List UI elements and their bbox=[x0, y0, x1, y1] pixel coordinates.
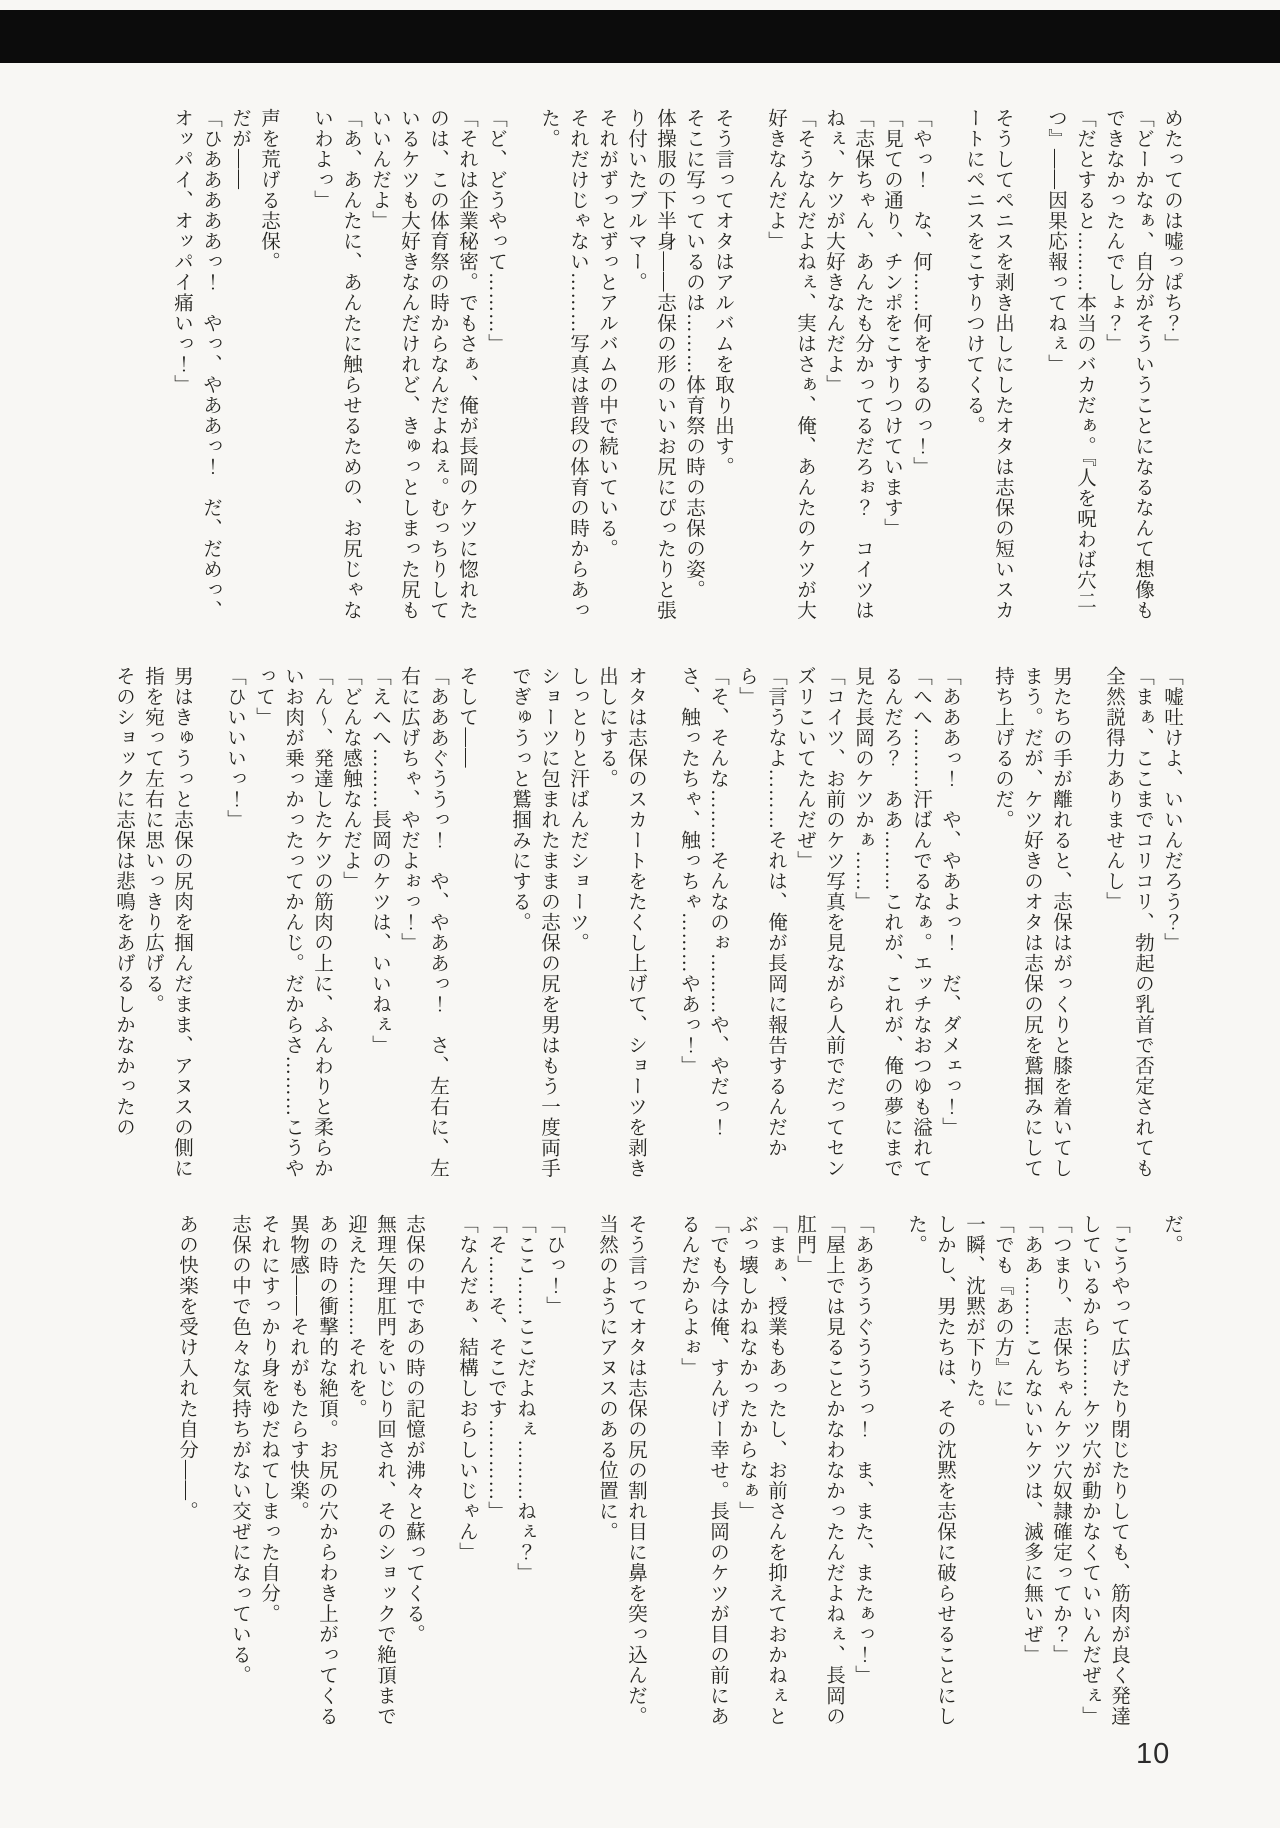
text-column-paragraph: 「あ、あんたに、あんたに触らせるための、お尻じゃないわよっ」 bbox=[311, 108, 361, 621]
text-column-paragraph: 「ああううぐうううっ！ ま、また、またぁっ！」 bbox=[852, 1214, 873, 1686]
text-column-paragraph: 無理矢理肛門をいじり回され、そのショックで絶頂まで迎えた………それを。 bbox=[345, 1214, 395, 1727]
text-column-paragraph: 「見ての通り、チンポをこすりつけています」 bbox=[881, 108, 902, 539]
text-band-top bbox=[98, 108, 1186, 630]
text-column-paragraph: しかし、男たちは、その沈黙を志保に破らせることにした。 bbox=[905, 1214, 955, 1727]
text-column-paragraph: 「でも『あの方』に」 bbox=[992, 1214, 1013, 1419]
text-column-paragraph: それだけじゃない………写真は普段の体育の時からあった。 bbox=[538, 108, 588, 621]
text-column-paragraph: 「コイツ、お前のケツ写真を見ながら人前でだってセンズリこいてたんだぜ」 bbox=[794, 666, 844, 1179]
text-column-paragraph: 「そ、そんな………そんなのぉ………や、やだっ！ さ、触ったちゃ、触っちゃ………やあっ！」 bbox=[678, 666, 728, 1158]
text-column-paragraph: 「まぁ、ここまでコリコリ、勃起の乳首で否定されても全然説得力ありませんし」 bbox=[1103, 666, 1153, 1179]
text-column-paragraph: 「ん～、発達したケツの筋肉の上に、ふんわりと柔らかいお肉が乗っかったってかんじ。だからさ………こうやって」 bbox=[253, 666, 332, 1179]
text-column-paragraph: 「ひあああああっ！ やっ、やああっ！ だ、だめっ、オッパイ、オッパイ痛いっ！」 bbox=[171, 108, 221, 621]
text-column-paragraph: 「やっ！ な、何……何をするのっ！」 bbox=[910, 108, 931, 477]
text-column-paragraph: 「ここ……ここだよねぇ………ねぇ？」 bbox=[514, 1214, 535, 1583]
text-column-paragraph: 「えへへ………長岡のケツは、いいねぇ」 bbox=[369, 666, 390, 1056]
text-column-paragraph: 「そ……そ、そこです…………」 bbox=[485, 1214, 506, 1522]
page-header-bar bbox=[0, 10, 1280, 63]
text-column-paragraph: そのショックに志保は悲鳴をあげるしかなかったの bbox=[113, 666, 134, 1138]
text-column-paragraph: 「でも今は俺、すんげー幸せ。長岡のケツが目の前にあるんだからよぉ」 bbox=[678, 1214, 728, 1727]
text-column-paragraph: 「志保ちゃん、あんたも分かってるだろぉ？ コイツはねぇ、ケツが大好きなんだよ」 bbox=[823, 108, 873, 621]
text-column-paragraph: しっとりと汗ばんだショーツ。 bbox=[567, 666, 588, 953]
text-column-paragraph: 「だとすると………本当のバカだぁ。『人を呪わば穴二つ』――因果応報ってねぇ」 bbox=[1045, 108, 1095, 611]
text-column-paragraph: 「ひっ！」 bbox=[543, 1214, 564, 1317]
text-column-paragraph: そう言ってオタは志保の尻の割れ目に鼻を突っ込んだ。当然のようにアヌスのある位置に。 bbox=[596, 1214, 646, 1727]
text-column-paragraph: そこに写っているのは………体育祭の時の志保の姿。 bbox=[683, 108, 704, 600]
text-band-bottom bbox=[98, 1214, 1186, 1736]
text-column-paragraph: オタは志保のスカートをたくし上げて、ショーツを剥き出しにする。 bbox=[596, 666, 646, 1179]
text-column-paragraph: そして―― bbox=[456, 666, 477, 769]
text-column-paragraph: それがずっとずっとアルバムの中で続いている。 bbox=[596, 108, 617, 559]
text-column-paragraph: めたってのは嘘っぱち？」 bbox=[1161, 108, 1182, 354]
text-column-paragraph: ショーツに包まれたままの志保の尻を男はもう一度両手でぎゅうっと鷲掴みにする。 bbox=[509, 666, 559, 1179]
text-band-middle bbox=[98, 666, 1186, 1188]
text-column-paragraph: 「ああ………こんないいケツは、滅多に無いぜ」 bbox=[1021, 1214, 1042, 1665]
text-column-paragraph: 体操服の下半身――志保の形のいいお尻にぴったりと張り付いたブルマー。 bbox=[625, 108, 675, 621]
text-column-paragraph: 志保の中であの時の記憶が沸々と蘇ってくる。 bbox=[403, 1214, 424, 1645]
text-column-paragraph: 「どーかなぁ、自分がそういうことになるなんて想像もできなかったんでしょ？」 bbox=[1103, 108, 1153, 621]
text-column-paragraph: 男はきゅうっと志保の尻肉を掴んだまま、アヌスの側に指を宛って左右に思いっきり広げる。 bbox=[142, 666, 192, 1179]
text-column-paragraph: そうしてペニスを剥き出しにしたオタは志保の短いスカートにペニスをこすりつけてくる。 bbox=[963, 108, 1013, 621]
text-column-paragraph: 「なんだぁ、結構しおらしいじゃん」 bbox=[456, 1214, 477, 1563]
text-column-paragraph: 「そうなんだよねぇ、実はさぁ、俺、あんたのケツが大好きなんだよ」 bbox=[765, 108, 815, 621]
text-column-paragraph: 「どんな感触なんだよ」 bbox=[340, 666, 361, 892]
text-column-paragraph: 声を荒げる志保。 bbox=[258, 108, 279, 272]
text-column-paragraph: 男たちの手が離れると、志保はがっくりと膝を着いてしまう。だが、ケツ好きのオタは志保の尻を鷲掴みにして持ち上げるのだ。 bbox=[992, 666, 1071, 1179]
text-column-paragraph: あの時の衝撃的な絶頂。お尻の穴からわき上がってくる異物感――それがもたらす快楽。 bbox=[287, 1214, 337, 1727]
text-column-paragraph: 「嘘吐けよ、いいんだろう？」 bbox=[1161, 666, 1182, 953]
text-column-paragraph: そう言ってオタはアルバムを取り出す。 bbox=[712, 108, 733, 477]
text-column-paragraph: 「あああぐううっ！ や、やああっ！ さ、左右に、左右に広げちゃ、やだよぉっ！」 bbox=[398, 666, 448, 1179]
page-number: 10 bbox=[1136, 1738, 1171, 1770]
text-column-paragraph: それにすっかり身をゆだねてしまった自分。 bbox=[258, 1214, 279, 1624]
text-column-paragraph: 「屋上では見ることかなわなかったんだよねぇ、長岡の肛門」 bbox=[794, 1214, 844, 1727]
text-column-paragraph: 志保の中で色々な気持ちがない交ぜになっている。 bbox=[229, 1214, 250, 1686]
text-column-paragraph: 「こうやって広げたり閉じたりしても、筋肉が良く発達しているから………ケツ穴が動かなくていいんだぜぇ」 bbox=[1079, 1214, 1129, 1727]
text-column-paragraph: 「あああっ！ や、やあよっ！ だ、ダメェっ！」 bbox=[939, 666, 960, 1138]
text-column-paragraph: だ。 bbox=[1161, 1214, 1182, 1255]
text-column-paragraph: 「ど、どうやって………」 bbox=[485, 108, 506, 354]
page-text-area bbox=[98, 108, 1186, 1736]
text-column-paragraph: 「へへ………汗ばんでるなぁ。エッチなおつゆも溢れてるんだろ？ ああ………これが、これが、俺の夢にまで見た長岡のケツかぁ……」 bbox=[852, 666, 931, 1179]
text-column-paragraph: 「まぁ、授業もあったし、お前さんを抑えておかねぇとぶっ壊しかねなかったからなぁ」 bbox=[736, 1214, 786, 1727]
text-column-paragraph: だが―― bbox=[229, 108, 250, 190]
text-column-paragraph: 「つまり、志保ちゃんケツ穴奴隷確定ってか？」 bbox=[1050, 1214, 1071, 1665]
text-column-paragraph: 「それは企業秘密。でもさぁ、俺が長岡のケツに惚れたのは、この体育祭の時からなんだよねぇ。むっちりしているケツも大好きなんだけれど、きゅっとしまった尻もいいんだよ」 bbox=[369, 108, 477, 621]
text-column-paragraph: 「言うなよ………それは、俺が長岡に報告するんだから」 bbox=[736, 666, 786, 1158]
text-column-paragraph: 「ひいいいっ！」 bbox=[224, 666, 245, 830]
text-column-paragraph: あの快楽を受け入れた自分――。 bbox=[176, 1214, 197, 1522]
text-column-paragraph: 一瞬、沈黙が下りた。 bbox=[963, 1214, 984, 1419]
